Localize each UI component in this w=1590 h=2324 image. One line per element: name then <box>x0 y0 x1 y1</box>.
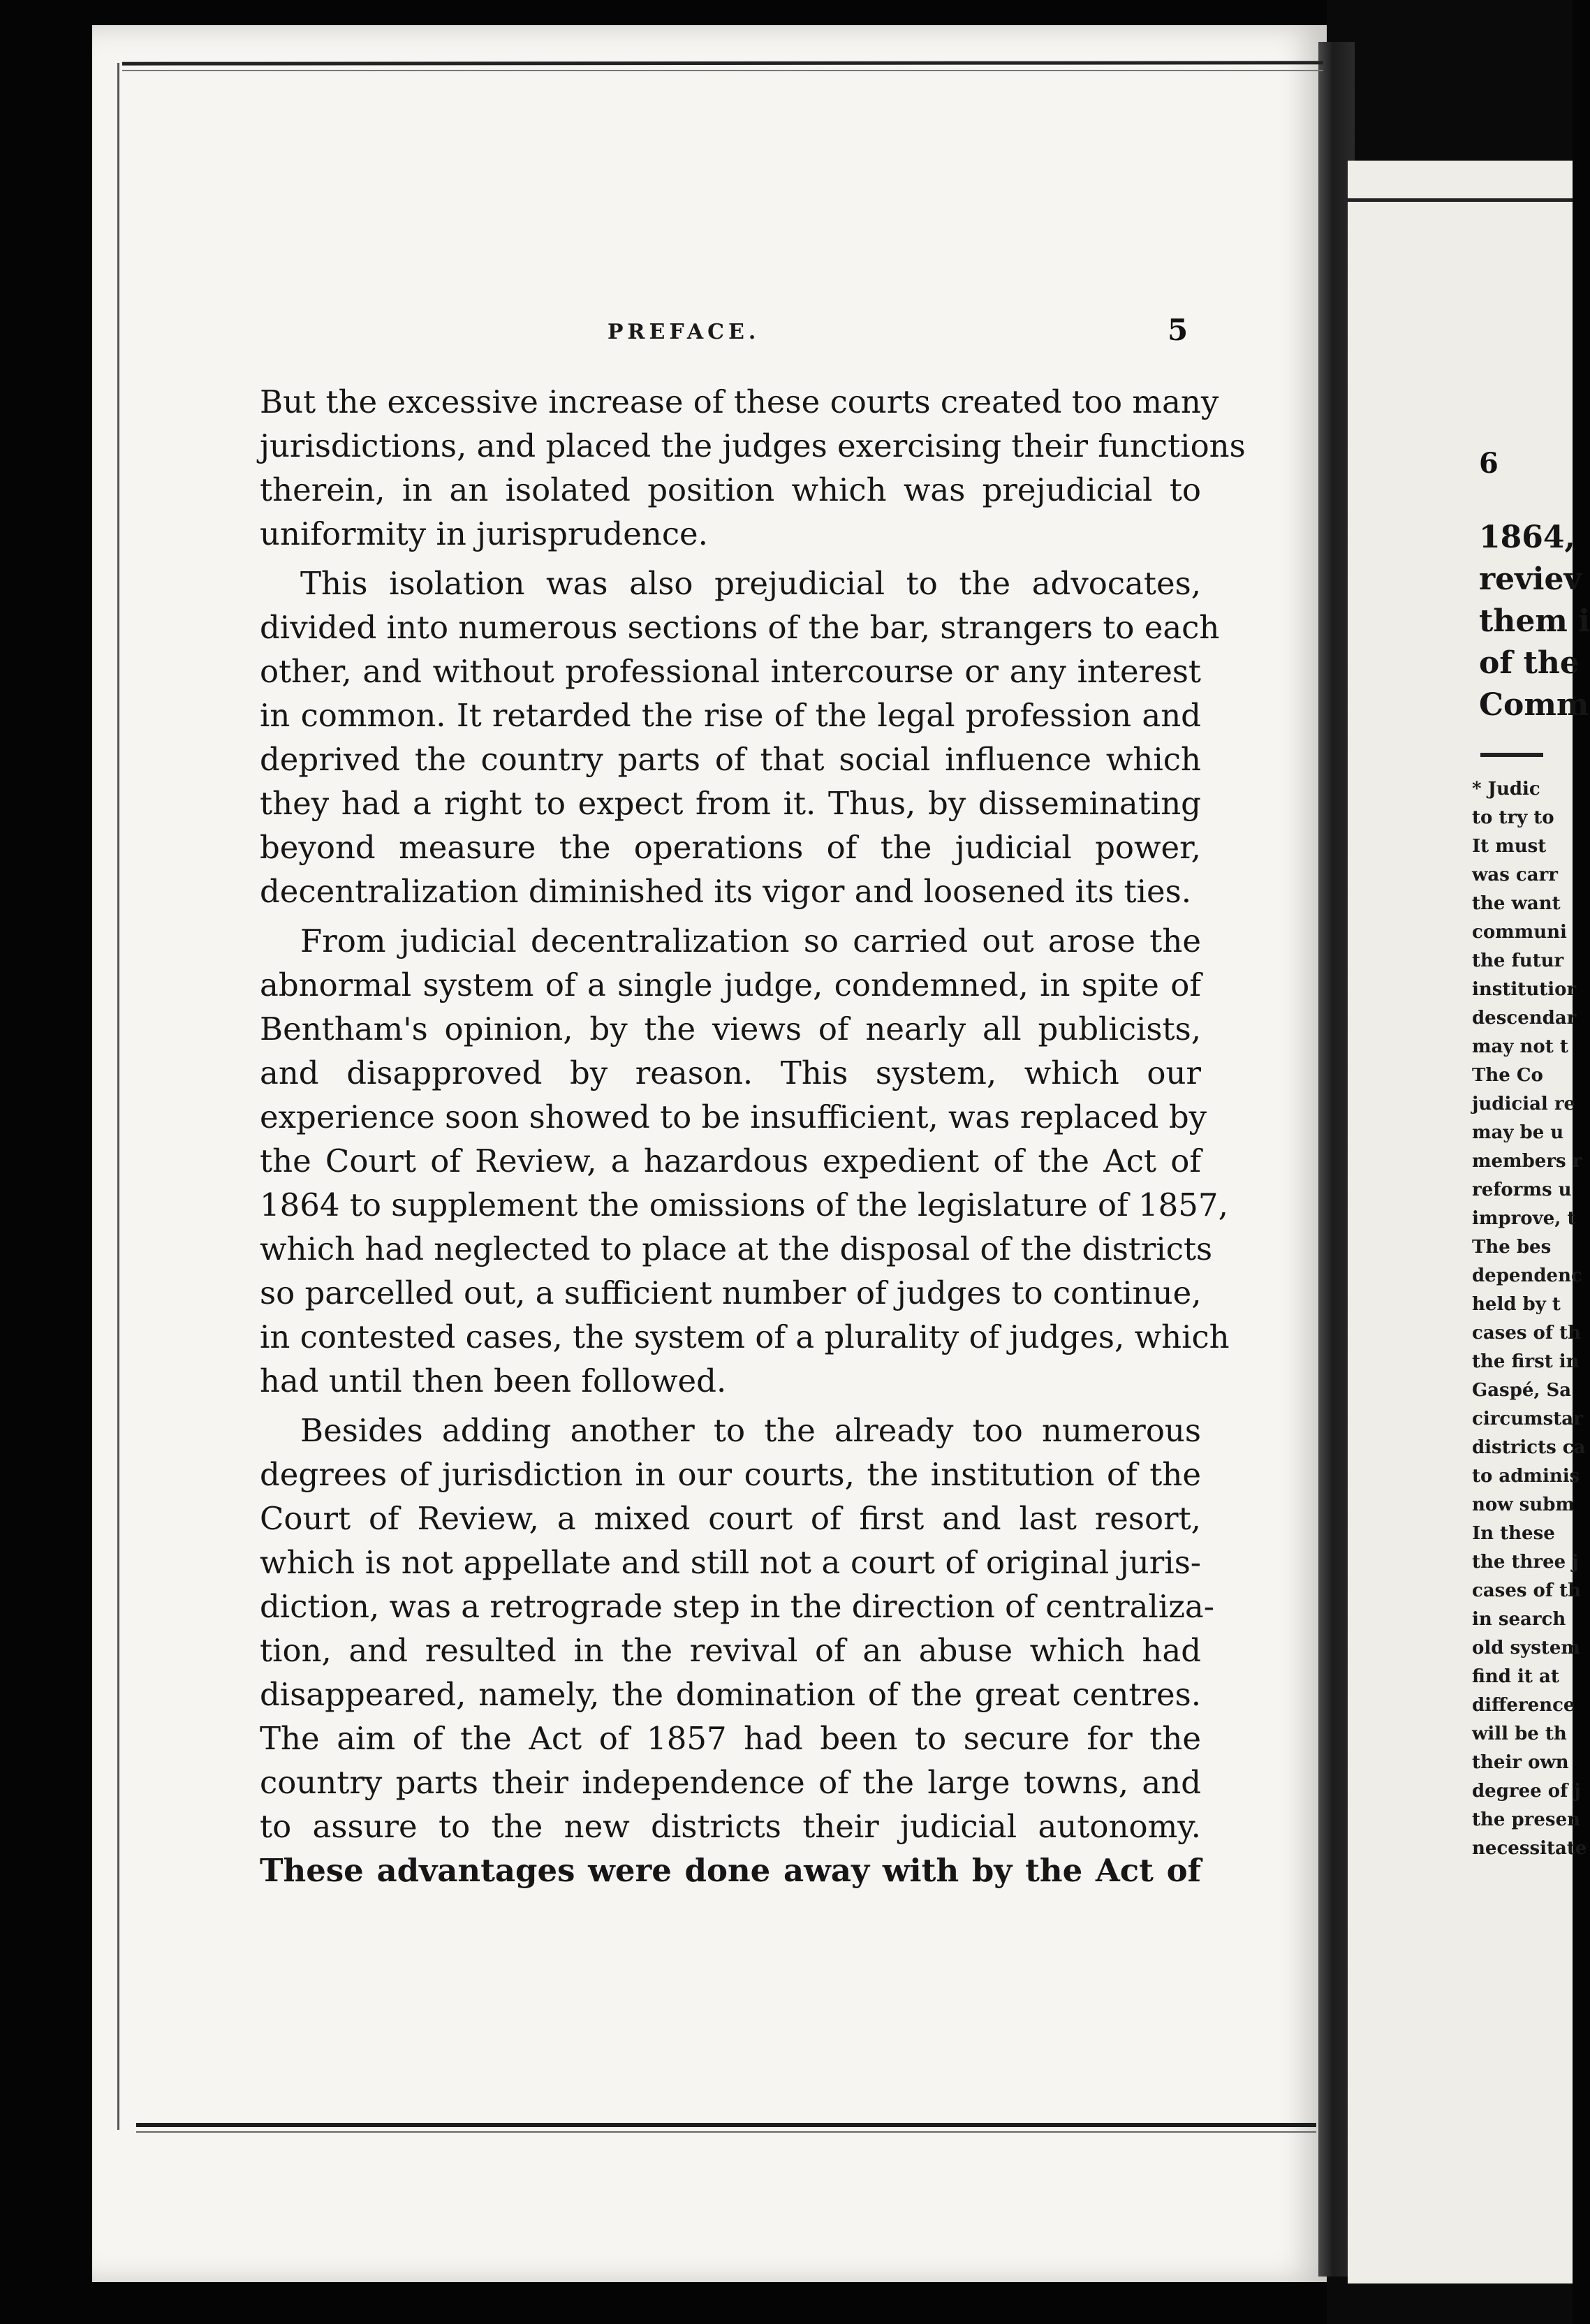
footnote-line: In these <box>1472 1523 1555 1544</box>
paragraph <box>260 561 1220 913</box>
right-page-text <box>1479 517 1590 726</box>
text-line: degrees of jurisdiction in our courts, the institution of the <box>260 1456 1201 1493</box>
text-line: other, and without professional intercourse or any interest <box>260 653 1201 690</box>
text-line: experience soon showed to be insufficient, was replaced by <box>260 1098 1207 1135</box>
text-line: country parts their independence of the large towns, and <box>260 1764 1201 1801</box>
footnote-line: the first in <box>1472 1351 1580 1372</box>
footnote-line: find it at <box>1472 1666 1559 1687</box>
footnote-line: to adminis <box>1472 1466 1580 1487</box>
right-page-top-rule <box>1348 198 1573 202</box>
text-line: The aim of the Act of 1857 had been to secure for the <box>260 1720 1201 1757</box>
text-line: This isolation was also prejudicial to the advocates, <box>300 565 1201 602</box>
footnote-line: now subm <box>1472 1494 1575 1515</box>
text-line: diction, was a retrograde step in the direction of centraliza- <box>260 1588 1214 1625</box>
footnote-line: improve, t <box>1472 1208 1576 1229</box>
text-line: reviev <box>1479 561 1582 597</box>
text-line: which is not appellate and still not a court of original juris- <box>260 1544 1201 1581</box>
page-number: 5 <box>1168 313 1188 347</box>
footnote-line: dependenc <box>1472 1265 1582 1286</box>
text-line: Court of Review, a mixed court of first and last resort, <box>260 1500 1201 1537</box>
footnote-line: reforms u <box>1472 1179 1572 1200</box>
right-page-number: 6 <box>1479 447 1499 480</box>
footnote-line: judicial re <box>1472 1094 1576 1115</box>
footnote-line: * Judic <box>1472 779 1540 800</box>
footnote-line: cases of th <box>1472 1580 1582 1601</box>
footnote-line: their own <box>1472 1752 1569 1773</box>
text-line: Besides adding another to the already too numerous <box>300 1412 1201 1449</box>
footnote-line: the want <box>1472 893 1561 914</box>
text-line: decentralization diminished its vigor and loosened its ties. <box>260 873 1192 910</box>
footnote-line: The Co <box>1472 1065 1543 1086</box>
running-head: PREFACE. <box>608 320 760 344</box>
footnote-line: held by t <box>1472 1294 1561 1315</box>
footnote-line: in search <box>1472 1609 1566 1630</box>
text-line: These advantages were done away with by the Act of <box>260 1852 1201 1889</box>
footnote-line: members r <box>1472 1151 1582 1172</box>
footnote-line: was carr <box>1472 865 1558 885</box>
text-line: in common. It retarded the rise of the legal profession and <box>260 697 1201 734</box>
bottom-border-rule-thin <box>136 2131 1316 2133</box>
text-line: in contested cases, the system of a plurality of judges, which <box>260 1318 1230 1355</box>
footnote-line: will be th <box>1472 1723 1567 1744</box>
body-text <box>260 380 1246 1898</box>
text-line: to assure to the new districts their judicial autonomy. <box>260 1808 1201 1845</box>
top-border-rule-thin <box>122 70 1323 71</box>
footnote-line: districts ca <box>1472 1437 1586 1458</box>
text-line: tion, and resulted in the revival of an abuse which had <box>260 1632 1201 1669</box>
text-line: of the <box>1479 645 1580 681</box>
right-page-footnotes <box>1472 775 1587 1863</box>
text-line: 1864, <box>1479 520 1575 555</box>
text-line: divided into numerous sections of the bar, strangers to each <box>260 609 1220 646</box>
paragraph <box>260 1409 1214 1892</box>
text-line: and disapproved by reason. This system, which our <box>260 1054 1201 1091</box>
text-line: From judicial decentralization so carried out arose the <box>300 922 1201 959</box>
footnote-line: communi <box>1472 922 1567 943</box>
footnote-line: The bes <box>1472 1237 1552 1258</box>
text-line: which had neglected to place at the disposal of the districts <box>260 1230 1213 1267</box>
text-line: jurisdictions, and placed the judges exercising their functions <box>260 427 1246 464</box>
footnote-line: may not t <box>1472 1036 1568 1057</box>
footnote-line: degree of j <box>1472 1781 1581 1802</box>
footnote-line: It must <box>1472 836 1547 857</box>
text-line: 1864 to supplement the omissions of the legislature of 1857, <box>260 1186 1228 1223</box>
text-line: beyond measure the operations of the judicial power, <box>260 829 1201 866</box>
left-border-rule <box>117 63 119 2130</box>
text-line: uniformity in jurisprudence. <box>260 515 708 552</box>
text-line: But the excessive increase of these courts created too many <box>260 383 1219 420</box>
footnote-line: descendar <box>1472 1008 1577 1029</box>
footnote-line: the presen <box>1472 1809 1581 1830</box>
bottom-border-rule <box>136 2123 1316 2127</box>
footnote-line: the three j <box>1472 1552 1579 1573</box>
footnote-line: institutior <box>1472 979 1577 1000</box>
paragraph <box>260 380 1246 556</box>
footnote-rule <box>1480 753 1543 757</box>
text-line: Bentham's opinion, by the views of nearly all publicists, <box>260 1010 1201 1047</box>
text-line: disappeared, namely, the domination of the great centres. <box>260 1676 1201 1713</box>
text-line: they had a right to expect from it. Thus, by disseminating <box>260 785 1201 822</box>
text-line: so parcelled out, a sufficient number of judges to continue, <box>260 1274 1202 1311</box>
footnote-line: difference <box>1472 1695 1575 1716</box>
footnote-line: Gaspé, Sa <box>1472 1380 1572 1401</box>
footnote-line: to try to <box>1472 807 1554 828</box>
footnote-line: may be u <box>1472 1122 1564 1143</box>
text-line: therein, in an isolated position which was prejudicial to <box>260 471 1201 508</box>
text-line: the Court of Review, a hazardous expedient of the Act of <box>260 1142 1201 1179</box>
text-line: them i <box>1479 603 1590 639</box>
footnote-line: necessitate <box>1472 1838 1587 1859</box>
paragraph <box>260 919 1230 1403</box>
footnote-line: cases of th <box>1472 1323 1582 1344</box>
footnote-line: the futur <box>1472 950 1564 971</box>
text-line: had until then been followed. <box>260 1362 727 1399</box>
footnote-line: circumstar <box>1472 1409 1583 1429</box>
footnote-line: old system <box>1472 1638 1580 1659</box>
text-line: deprived the country parts of that social influence which <box>260 741 1201 778</box>
text-line: Comm <box>1479 687 1589 723</box>
text-line: abnormal system of a single judge, condemned, in spite of <box>260 966 1201 1003</box>
